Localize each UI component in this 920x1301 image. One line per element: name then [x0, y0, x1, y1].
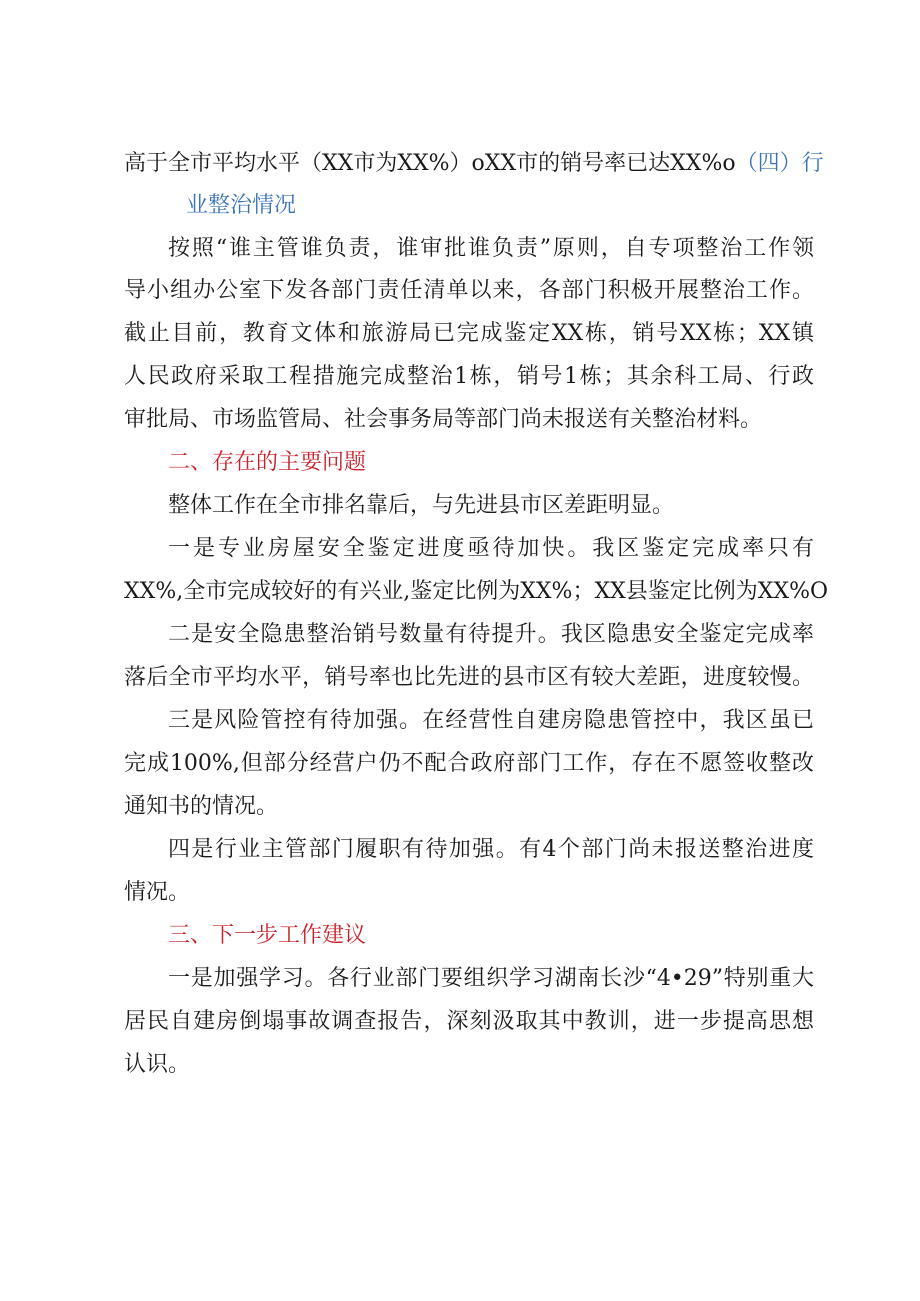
section-heading: 二、存在的主要问题 [168, 450, 367, 475]
section-heading: 三、下一步工作建议 [168, 923, 367, 948]
text-span: 高于全市平均水平（XX市为XX%）oXX市的销号率已达XX%o [124, 151, 736, 176]
section-heading-continuation: 业整治情况 [186, 193, 297, 218]
paragraph-line: 通知书的情况。 [124, 794, 279, 819]
paragraph-line: 居民自建房倒塌事故调查报告，深刻汲取其中教训，进一步提高思想 [124, 1009, 814, 1034]
paragraph-line: 审批局、市场监管局、社会事务局等部门尚未报送有关整治材料。 [124, 407, 763, 432]
paragraph-line: 二是安全隐患整治销号数量有待提升。我区隐患安全鉴定完成率 [168, 622, 814, 647]
paragraph-line: 人民政府采取工程措施完成整治1栋，销号1栋；其余科工局、行政 [124, 364, 814, 389]
text-line [124, 146, 824, 182]
paragraph-line: 导小组办公室下发各部门责任清单以来，各部门积极开展整治工作。 [124, 278, 814, 303]
paragraph-line: 四是行业主管部门履职有待加强。有4个部门尚未报送整治进度 [168, 837, 814, 862]
paragraph-line: 落后全市平均水平，销号率也比先进的县市区有较大差距，进度较慢。 [124, 665, 814, 690]
paragraph-line: 一是加强学习。各行业部门要组织学习湖南长沙“4•29”特别重大 [168, 966, 814, 991]
paragraph-line: XX%,全市完成较好的有兴业,鉴定比例为XX%；XX县鉴定比例为XX%O [124, 579, 829, 604]
paragraph-line: 截止目前，教育文体和旅游局已完成鉴定XX栋，销号XX栋；XX镇 [124, 321, 814, 346]
paragraph-line: 情况。 [124, 880, 191, 905]
paragraph-line: 按照“谁主管谁负责，谁审批谁负责”原则，自专项整治工作领 [168, 236, 814, 261]
paragraph-line: 完成100%,但部分经营户仍不配合政府部门工作，存在不愿签收整改 [124, 751, 814, 776]
paragraph-line: 认识。 [124, 1052, 191, 1077]
paragraph-line: 一是专业房屋安全鉴定进度亟待加快。我区鉴定完成率只有 [168, 536, 814, 561]
section-heading-inline: （四）行 [735, 151, 824, 176]
paragraph-line: 三是风险管控有待加强。在经营性自建房隐患管控中，我区虽已 [168, 708, 814, 733]
paragraph-line: 整体工作在全市排名靠后，与先进县市区差距明显。 [168, 493, 675, 518]
